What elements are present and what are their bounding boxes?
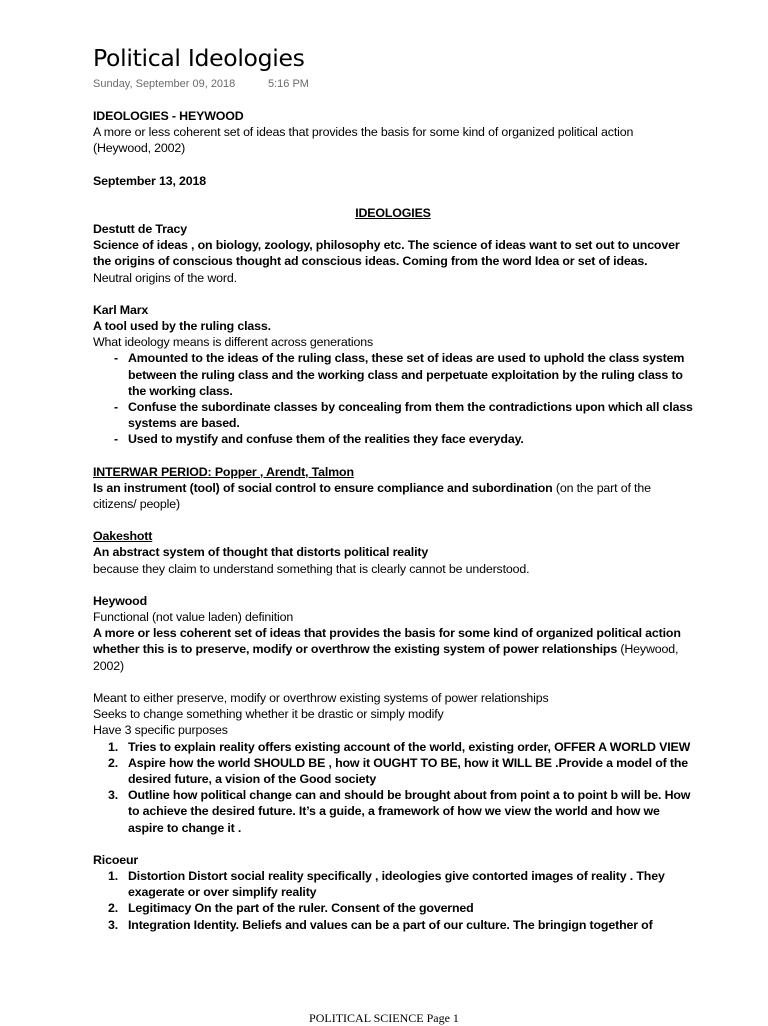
page-title: Political Ideologies — [93, 44, 305, 72]
definition-text: A more or less coherent set of ideas that provides the basis for some kind of organized political action (Heywood, 2002) — [93, 125, 634, 156]
ricoeur-list — [93, 868, 693, 933]
note-time: 5:16 PM — [268, 78, 309, 90]
list-item: - Used to mystify and confuse them of the realities they face everyday. — [114, 432, 524, 447]
note-date: Sunday, September 09, 2018 — [93, 78, 236, 90]
marx-heading: Karl Marx — [93, 302, 149, 317]
interwar-text: Is an instrument (tool) of social control to ensure compliance and subordination (on the part of the citizens/ people) — [93, 480, 651, 512]
section-heading-heywood: IDEOLOGIES - HEYWOOD — [93, 109, 244, 123]
heywood-heading: Heywood — [93, 593, 148, 608]
list-item: 1. Tries to explain reality offers existing account of the world, existing order, OFFER A WORLD VIEW — [108, 739, 691, 754]
ideologies-heading: IDEOLOGIES — [355, 205, 431, 220]
heywood-functional: Functional (not value laden) definition — [93, 610, 294, 625]
list-item: 2. Legitimacy On the part of the ruler. Consent of the governed — [108, 901, 474, 916]
tracy-heading: Destutt de Tracy — [93, 222, 188, 237]
list-item: 1. Distortion Distort social reality specifically , ideologies give contorted images of reality . They exagerate or over simplify reality — [108, 868, 665, 900]
list-item: 3. Outline how political change can and should be brought about from point a to point b will be. How to achieve the desired future. It’s a guide, a framework of how we view the world and how we aspire to change it . — [108, 788, 691, 835]
ricoeur-heading: Ricoeur — [93, 852, 139, 867]
tracy-text: Science of ideas , on biology, zoology, philosophy etc. The science of ideas want to set out to uncover the origins of conscious thought ad conscious ideas. Coming from the word Idea or set of ideas. — [93, 238, 680, 269]
oakeshott-bold: An abstract system of thought that distorts political reality — [93, 545, 429, 560]
marx-bullet-list — [93, 350, 693, 447]
tracy-neutral: Neutral origins of the word. — [93, 270, 237, 285]
heywood-seeks: Seeks to change something whether it be drastic or simply modify — [93, 707, 444, 722]
list-item: - Confuse the subordinate classes by concealing from them the contradictions upon which all class systems are based. — [114, 400, 693, 431]
purposes-intro: Have 3 specific purposes — [93, 723, 228, 738]
oakeshott-heading: Oakeshott — [93, 529, 153, 544]
heywood-definition: A more or less coherent set of ideas that provides the basis for some kind of organized political action whether this is to preserve, modify or overthrow the existing system of power relationships (Heywood, 2002) — [93, 626, 681, 673]
marx-tagline: A tool used by the ruling class. — [93, 319, 271, 334]
interwar-heading: INTERWAR PERIOD: Popper , Arendt, Talmon — [93, 464, 354, 479]
marx-intro: What ideology means is different across generations — [93, 335, 374, 350]
note-body — [93, 108, 693, 933]
list-item: - Amounted to the ideas of the ruling class, these set of ideas are used to uphold the class system between the ruling class and the working class and perpetuate exploitation by the ruling class to the working class. — [114, 351, 685, 398]
heywood-meant: Meant to either preserve, modify or overthrow existing systems of power relationships — [93, 690, 549, 705]
purposes-list — [93, 739, 693, 836]
page-footer: POLITICAL SCIENCE Page 1 — [309, 1011, 459, 1025]
date-heading: September 13, 2018 — [93, 173, 207, 188]
list-item: 2. Aspire how the world SHOULD BE , how it OUGHT TO BE, how it WILL BE .Provide a model of the desired future, a vision of the Good society — [108, 755, 689, 786]
list-item: 3. Integration Identity. Beliefs and values can be a part of our culture. The bringign together of — [108, 917, 653, 932]
oakeshott-text: because they claim to understand something that is clearly cannot be understood. — [93, 561, 530, 576]
